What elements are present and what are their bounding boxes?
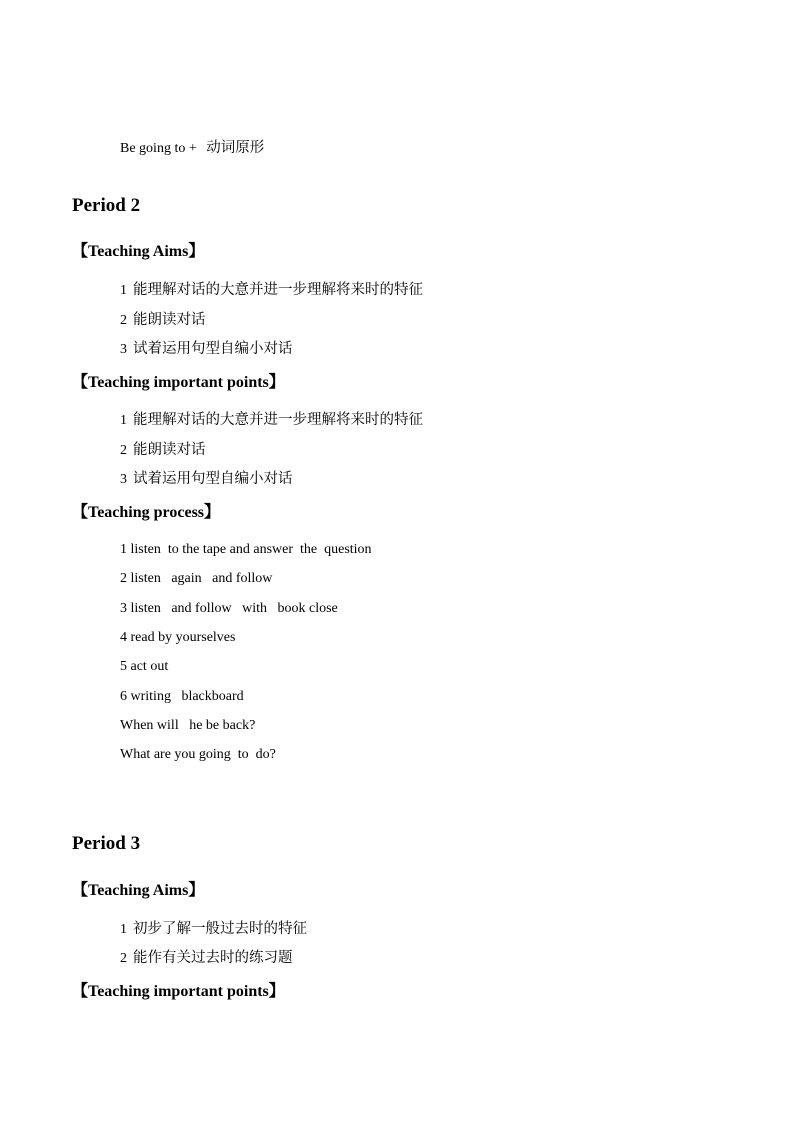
aim-number: 1: [120, 283, 127, 298]
process-step-4: 4 read by yourselves: [120, 630, 236, 645]
point-number: 2: [120, 443, 127, 458]
period-3-points-heading: 【Teaching important points】: [72, 983, 285, 1000]
period-2-process-heading: 【Teaching process】: [72, 504, 221, 521]
period-2-points-heading: 【Teaching important points】: [72, 374, 285, 391]
point-number: 3: [120, 472, 127, 487]
aim-text: 能朗读对话: [133, 312, 206, 328]
aim-text: 试着运用句型自编小对话: [133, 341, 293, 357]
blackboard-sentence-2: What are you going to do?: [120, 747, 276, 762]
period-2-aim-3: [120, 337, 293, 358]
period-3-aim-1: [120, 917, 307, 938]
aim-text: 初步了解一般过去时的特征: [133, 921, 307, 937]
process-step-2: 2 listen again and follow: [120, 571, 273, 586]
intro-chinese: 动词原形: [206, 140, 265, 156]
period-2-aim-1: [120, 278, 423, 299]
process-step-1: 1 listen to the tape and answer the question: [120, 542, 372, 557]
period-2-point-1: [120, 408, 423, 429]
period-2-aims-heading: 【Teaching Aims】: [72, 243, 205, 260]
period-3-aims-heading: 【Teaching Aims】: [72, 882, 205, 899]
process-step-6: 6 writing blackboard: [120, 689, 244, 704]
point-number: 1: [120, 413, 127, 428]
period-3-aim-2: [120, 946, 293, 967]
period-2-point-3: [120, 467, 293, 488]
period-2-aim-2: [120, 308, 206, 329]
aim-number: 2: [120, 951, 127, 966]
aim-number: 1: [120, 922, 127, 937]
point-text: 能理解对话的大意并进一步理解将来时的特征: [133, 412, 423, 428]
aim-text: 能理解对话的大意并进一步理解将来时的特征: [133, 282, 423, 298]
process-step-3: 3 listen and follow with book close: [120, 601, 338, 616]
period-2-point-2: [120, 438, 206, 459]
period-2-title: Period 2: [72, 195, 141, 216]
point-text: 能朗读对话: [133, 442, 206, 458]
process-step-5: 5 act out: [120, 659, 169, 674]
aim-text: 能作有关过去时的练习题: [133, 950, 293, 966]
intro-line: [120, 136, 264, 157]
intro-english: Be going to +: [120, 141, 197, 156]
blackboard-sentence-1: When will he be back?: [120, 718, 256, 733]
aim-number: 3: [120, 342, 127, 357]
aim-number: 2: [120, 313, 127, 328]
point-text: 试着运用句型自编小对话: [133, 471, 293, 487]
period-3-title: Period 3: [72, 833, 141, 854]
